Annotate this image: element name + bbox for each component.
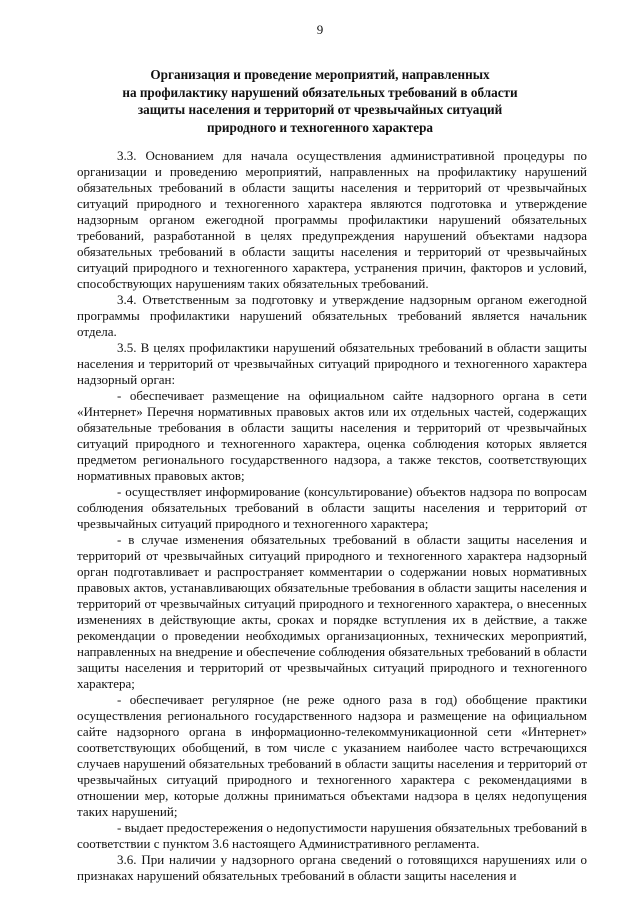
heading-line: защиты населения и территорий от чрезвычайных ситуаций xyxy=(137,102,503,117)
heading-line: природного и техногенного характера xyxy=(206,119,434,135)
heading-line: Организация и проведение мероприятий, направленных xyxy=(150,67,490,82)
list-item-generalization: - обеспечивает регулярное (не реже одного раза в год) обобщение практики осуществления регионального государственного надзора и размещение на официальном сайте надзорного органа в информационно-телекоммуникационной сети «Интернет» соответствующих обобщений, в том числе с указанием наиболее часто встречающихся случаев нарушений обязательных требований в области защиты населения и территорий от чрезвычайных ситуаций природного и техногенного характера с рекомендациями в отношении мер, которые должны приниматься объектами надзора в целях недопущения таких нарушений; xyxy=(77,692,587,819)
paragraph-3-5: 3.5. В целях профилактики нарушений обязательных требований в области защиты населения и территорий от чрезвычайных ситуаций природного и техногенного характера надзорный орган: xyxy=(77,340,587,387)
page-number: 9 xyxy=(316,22,324,37)
paragraph-3-6: 3.6. При наличии у надзорного органа сведений о готовящихся нарушениях или о признаках нарушений обязательных требований в области защиты населения и xyxy=(77,852,587,883)
section-heading xyxy=(90,66,550,136)
paragraph-3-3: 3.3. Основанием для начала осуществления административной процедуры по организации и проведению мероприятий, направленных на профилактику нарушений обязательных требований в области защиты населения и территорий от чрезвычайных ситуаций природного и техногенного характера являются подготовка и утверждение надзорным органом ежегодной программы профилактики нарушений обязательных требований, разработанной в целях предупреждения нарушений объектами надзора обязательных требований в области защиты населения и территорий от чрезвычайных ситуаций природного и техногенного характера, устранения причин, факторов и условий, способствующих нарушениям таких обязательных требований. xyxy=(77,148,587,291)
list-item-informing: - осуществляет информирование (консультирование) объектов надзора по вопросам соблюдения обязательных требований в области защиты населения и территорий от чрезвычайных ситуаций природного и техногенного характера; xyxy=(77,484,587,531)
list-item-publication: - обеспечивает размещение на официальном сайте надзорного органа в сети «Интернет» Перечня нормативных правовых актов или их отдельных частей, содержащих обязательные требования в области защиты населения и территорий от чрезвычайных ситуаций природного и техногенного характера, оценка соблюдения которых является предметом регионального государственного надзора, а также текстов, соответствующих нормативных правовых актов; xyxy=(77,388,587,483)
heading-line: на профилактику нарушений обязательных требований в области xyxy=(122,84,518,100)
paragraph-3-4: 3.4. Ответственным за подготовку и утверждение надзорным органом ежегодной программы профилактики нарушений обязательных требований является начальник отдела. xyxy=(77,292,587,339)
document-body xyxy=(77,148,587,884)
list-item-warnings: - выдает предостережения о недопустимости нарушения обязательных требований в соответствии с пунктом 3.6 настоящего Административного регламента. xyxy=(77,820,587,851)
list-item-commentary: - в случае изменения обязательных требований в области защиты населения и территорий от чрезвычайных ситуаций природного и техногенного характера надзорный орган подготавливает и распространяет комментарии о содержании новых нормативных правовых актов, устанавливающих обязательные требования в области защиты населения и территорий от чрезвычайных ситуаций природного и техногенного характера, о внесенных изменениях в действующие акты, сроках и порядке вступления их в действие, а также рекомендации о проведении необходимых организационных, технических мероприятий, направленных на внедрение и обеспечение соблюдения обязательных требований в области защиты населения и территорий от чрезвычайных ситуаций природного и техногенного характера; xyxy=(77,532,587,691)
